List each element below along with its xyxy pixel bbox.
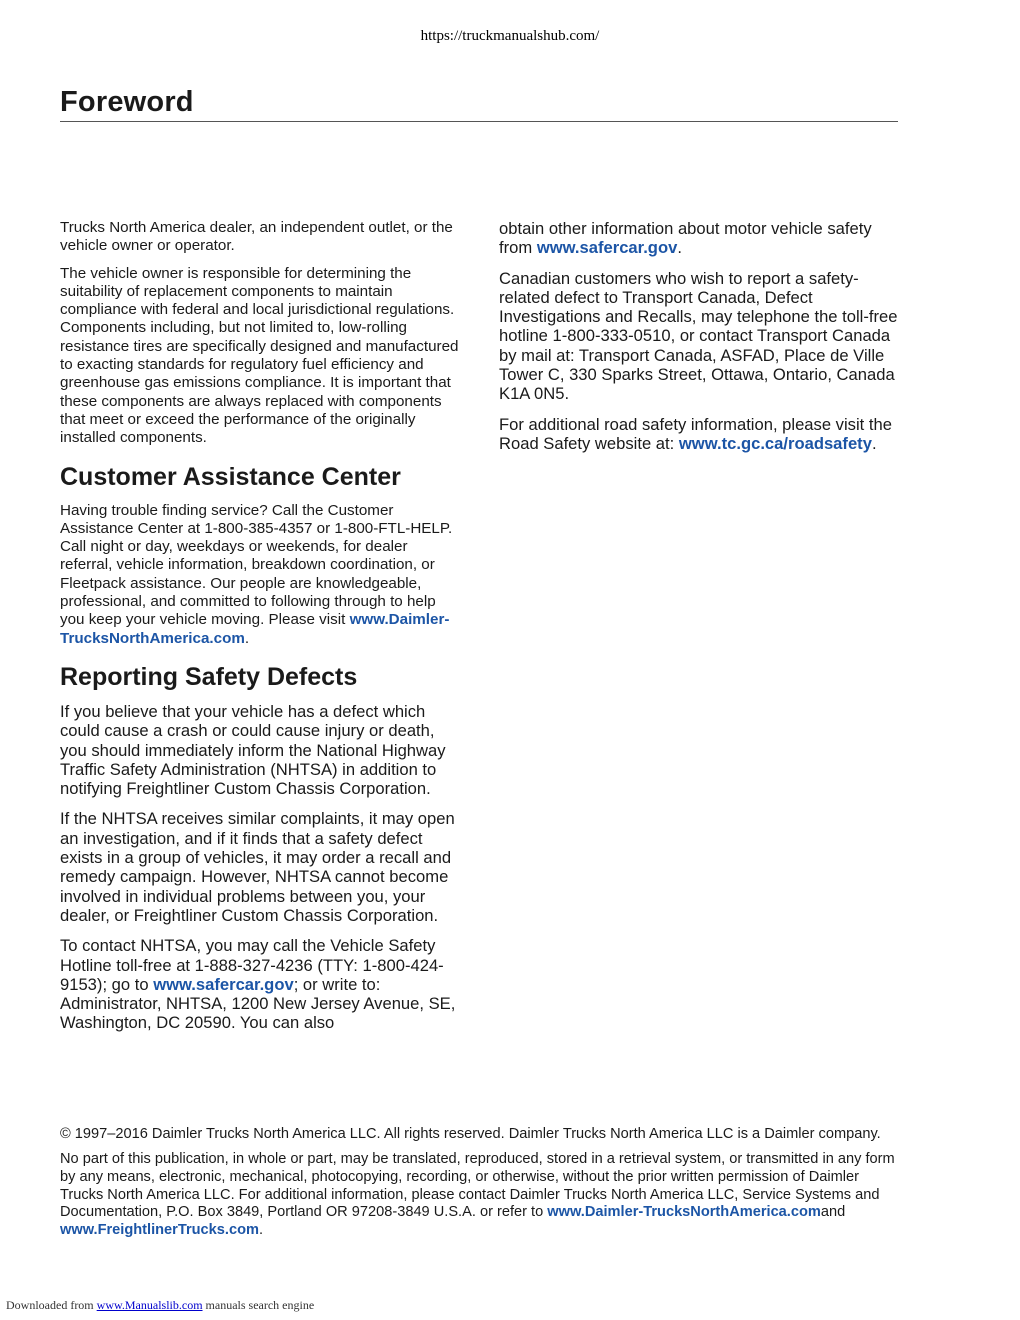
rights-and: and — [820, 1204, 846, 1221]
nhtsa-address-text: ; or write to: Administrator, NHTSA, 1200 New Jersey Avenue, SE, Washington, DC 20590. You can also — [60, 974, 456, 1033]
dealer-paragraph: Trucks North America dealer, an independent outlet, or the vehicle owner or operator. — [60, 219, 453, 255]
manualslib-link[interactable]: www.Manualslib.com — [96, 1298, 203, 1312]
road-safety-end: . — [871, 433, 877, 453]
download-suffix: manuals search engine — [202, 1298, 315, 1312]
footer — [60, 1123, 900, 1240]
safety-defect-paragraph-1: If you believe that your vehicle has a defect which could cause a crash or could cause injury or death, you should immediately inform the National Highway Traffic Safety Administration (NHTSA) in addition to notifying Freightliner Custom Chassis Corporation. — [60, 701, 446, 799]
rights-notice — [60, 1151, 900, 1240]
canadian-customers-paragraph: Canadian customers who wish to report a safety-related defect to Transport Canada, Defect Investigations and Recalls, may telephone the toll-free hotline 1-800-333-0510, or contact Transport Canada by mail at: Transport Canada, ASFAD, Place de Ville Tower C, 330 Sparks Street, Ottawa, Ontario, Canada K1A 0N5. — [499, 268, 898, 404]
safercar-link[interactable]: www.safercar.gov — [153, 974, 294, 994]
road-safety-text: For additional road safety information, please visit the Road Safety website at: — [499, 414, 892, 453]
reporting-safety-defects-heading: Reporting Safety Defects — [60, 662, 358, 691]
nhtsa-contact-text: To contact NHTSA, you may call the Vehicle Safety Hotline toll-free at 1-888-327-4236 (TTY: 1-800-424-9153); go to — [60, 936, 444, 994]
title-rule — [60, 121, 898, 122]
safercar-link-right[interactable]: www.safercar.gov — [536, 238, 678, 258]
left-column — [60, 219, 462, 1033]
owner-responsibility-paragraph: The vehicle owner is responsible for determining the suitability of replacement components to maintain compliance with federal and local jurisdictional regulations. Components including, but not limited to, low-rolling resistance tires are specifically designed and manufactured to exacting standards for regulatory fuel efficiency and greenhouse gas emissions compliance. It is important that these components are always replaced with components that meet or exceed the performance of the originally installed components. — [60, 264, 459, 447]
safercar-paragraph — [499, 219, 901, 258]
road-safety-paragraph — [499, 415, 901, 454]
safety-defect-paragraph-3 — [60, 936, 462, 1032]
customer-assistance-end: . — [244, 629, 250, 647]
safety-defect-paragraph-2: If the NHTSA receives similar complaints, it may open an investigation, and if it finds that a safety defect exists in a group of vehicles, it may order a recall and remedy campaign. However, NHTSA cannot become involved in individual problems between you, your dealer, or Freightliner Custom Chassis Corporation. — [60, 809, 455, 925]
customer-assistance-text: Having trouble finding service? Call the Customer Assistance Center at 1-800-385-4357 or 1-800-FTL-HELP. Call night or day, weekdays or weekends, for dealer referral, vehicle information, breakdown coordination, or Fleetpack assistance. Our people are knowledgeable, professional, and committed to following through to help you keep your vehicle moving. Please visit — [60, 501, 453, 629]
customer-assistance-heading: Customer Assistance Center — [60, 462, 401, 491]
rights-text: No part of this publication, in whole or part, may be translated, reproduced, stored in a retrieval system, or transmitted in any form by any means, electronic, mechanical, photocopying, recording, or otherwise, without the prior written permission of Daimler Trucks North America LLC. For additional information, please contact Daimler Trucks North America LLC, Service Systems and Documentation, P.O. Box 3849, Portland OR 97208-3849 U.S.A. or refer to — [60, 1151, 895, 1221]
safercar-text: obtain other information about motor vehicle safety from — [499, 219, 872, 258]
safercar-end: . — [677, 238, 682, 258]
download-prefix: Downloaded from — [6, 1298, 97, 1312]
right-column — [499, 219, 901, 453]
source-url: https://truckmanualshub.com/ — [420, 28, 600, 44]
customer-assistance-paragraph — [60, 502, 462, 648]
freightliner-link[interactable]: www.FreightlinerTrucks.com — [60, 1222, 259, 1239]
download-note — [6, 1298, 314, 1313]
road-safety-link[interactable]: www.tc.gc.ca/roadsafety — [678, 433, 872, 453]
daimler-trucks-link[interactable]: www.Daimler-TrucksNorthAmerica.com — [60, 611, 450, 647]
daimler-footer-link[interactable]: www.Daimler-TrucksNorthAmerica.com — [547, 1204, 821, 1221]
copyright-notice: © 1997–2016 Daimler Trucks North America LLC. All rights reserved. Daimler Trucks North America LLC is a Daimler company. — [60, 1126, 881, 1142]
rights-end: . — [258, 1222, 264, 1239]
page-title: Foreword — [60, 86, 194, 118]
